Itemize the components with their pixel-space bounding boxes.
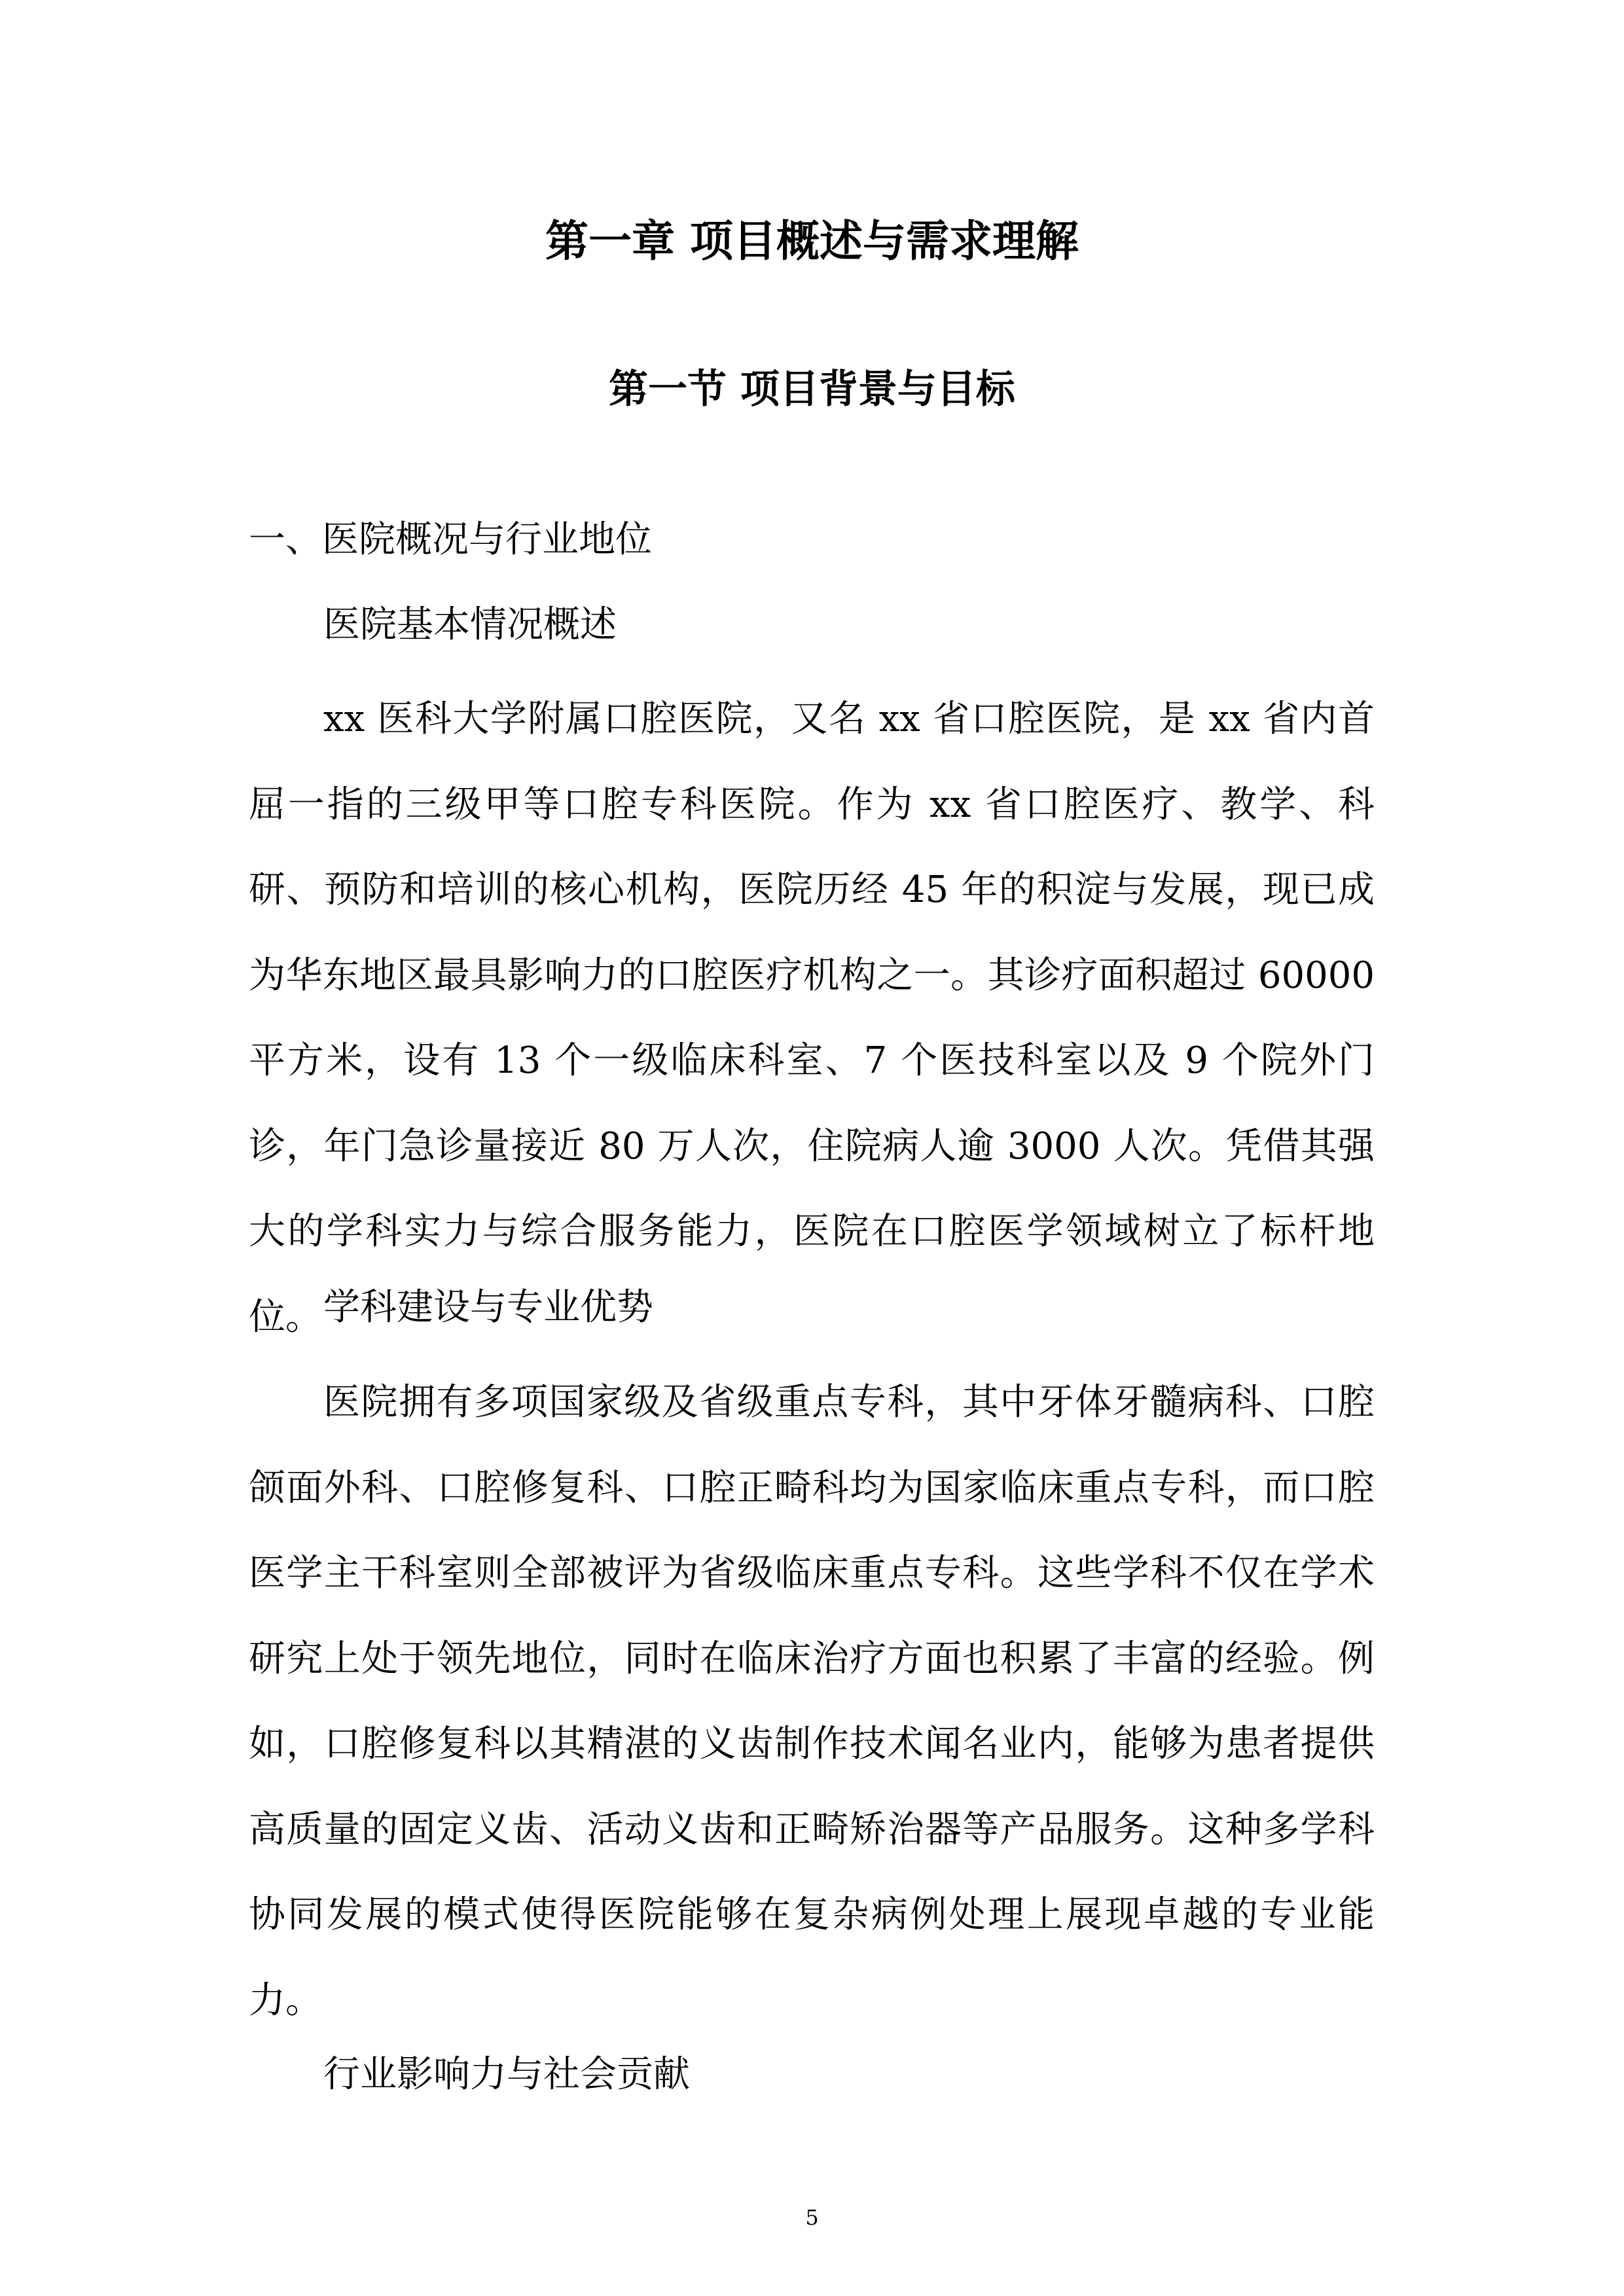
page-number: 5 xyxy=(805,2205,819,2230)
paragraph-basic-info: xx 医科大学附属口腔医院，又名 xx 省口腔医院，是 xx 省内首屈一指的三级甲等口腔专科医院。作为 xx 省口腔医疗、教学、科研、预防和培训的核心机构，医院历经 45 年的积淀与发展，现已成为华东地区最具影响力的口腔医疗机构之一。其诊疗面积超过 60000 平方米，设有 13 个一级临床科室、7 个医技科室以及 9 个院外门诊，年门急诊量接近 80 万人次，住院病人逾 3000 人次。凭借其强大的学科实力与综合服务能力，医院在口腔医学领域树立了标杆地位。 xyxy=(249,698,1375,1338)
subheading-basic-info: 医院基本情况概述 xyxy=(323,603,617,646)
subheading-discipline: 学科建设与专业优势 xyxy=(323,1286,653,1329)
subheading-influence: 行业影响力与社会贡献 xyxy=(323,2053,690,2096)
paragraph-discipline: 医院拥有多项国家级及省级重点专科，其中牙体牙髓病科、口腔颌面外科、口腔修复科、口腔正畸科均为国家临床重点专科，而口腔医学主干科室则全部被评为省级临床重点专科。这些学科不仅在学术研究上处于领先地位，同时在临床治疗方面也积累了丰富的经验。例如，口腔修复科以其精湛的义齿制作技术闻名业内，能够为患者提供高质量的固定义齿、活动义齿和正畸矫治器等产品服务。这种多学科协同发展的模式使得医院能够在复杂病例处理上展现卓越的专业能力。 xyxy=(249,1381,1375,2022)
heading-hospital-overview: 一、医院概况与行业地位 xyxy=(249,518,652,561)
chapter-title: 第一章 项目概述与需求理解 xyxy=(545,215,1079,266)
section-title: 第一节 项目背景与目标 xyxy=(609,367,1015,412)
